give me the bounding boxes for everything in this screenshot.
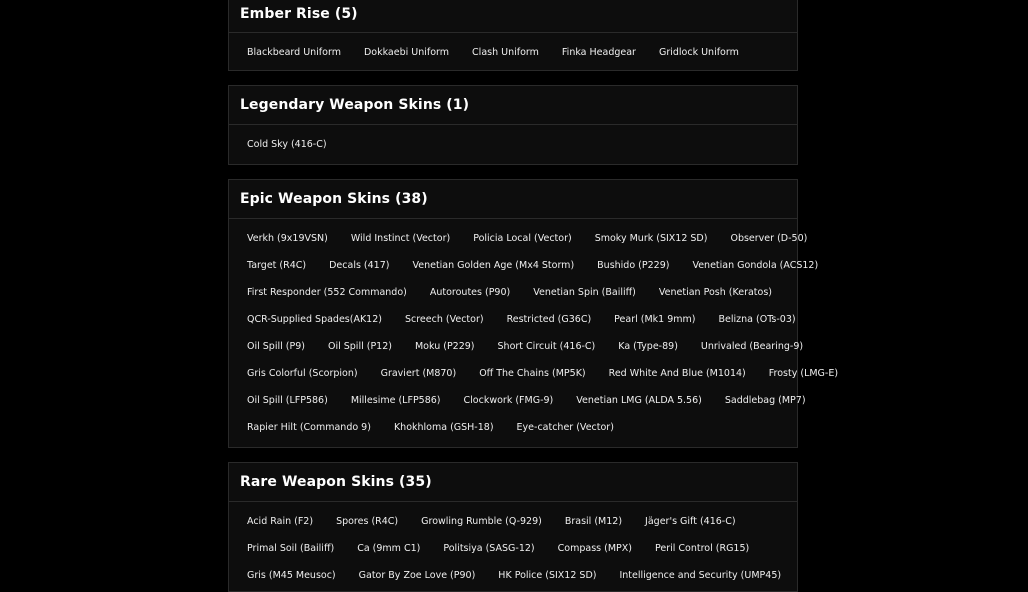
- list-item[interactable]: Pearl (Mk1 9mm): [614, 314, 696, 325]
- section-ember-rise: [228, 0, 798, 71]
- list-item[interactable]: Oil Spill (P12): [327, 341, 392, 352]
- section-items: [229, 125, 797, 158]
- list-item[interactable]: Observer (D-50): [730, 233, 808, 244]
- list-item[interactable]: Venetian LMG (ALDA 5.56): [576, 395, 702, 406]
- item-row: [240, 360, 839, 387]
- item-row: [240, 562, 786, 589]
- list-item[interactable]: Wild Instinct (Vector): [350, 233, 451, 244]
- list-item[interactable]: Bushido (P229): [597, 260, 670, 271]
- list-item[interactable]: Short Circuit (416-C): [497, 341, 596, 352]
- list-item[interactable]: Ca (9mm C1): [357, 543, 421, 554]
- list-item[interactable]: Decals (417): [329, 260, 390, 271]
- list-item[interactable]: Autoroutes (P90): [429, 287, 511, 298]
- section-title: Rare Weapon Skins (35): [229, 463, 797, 502]
- item-row: [240, 39, 786, 66]
- list-item[interactable]: Oil Spill (P9): [247, 341, 305, 352]
- list-item[interactable]: Eye-catcher (Vector): [516, 422, 614, 433]
- list-item[interactable]: Smoky Murk (SIX12 SD): [594, 233, 708, 244]
- item-row: [240, 535, 786, 562]
- list-item[interactable]: Growling Rumble (Q-929): [421, 516, 542, 527]
- list-item[interactable]: Red White And Blue (M1014): [608, 368, 746, 379]
- list-item[interactable]: Restricted (G36C): [506, 314, 592, 325]
- item-row: [240, 131, 786, 158]
- list-item[interactable]: Oil Spill (LFP586): [247, 395, 328, 406]
- list-item[interactable]: Ka (Type-89): [618, 341, 678, 352]
- list-item[interactable]: Moku (P229): [414, 341, 475, 352]
- item-row: [240, 414, 786, 441]
- list-item[interactable]: Policia Local (Vector): [473, 233, 572, 244]
- section-epic-weapon-skins: [228, 179, 839, 448]
- list-item[interactable]: Primal Soil (Bailiff): [247, 543, 335, 554]
- list-item[interactable]: HK Police (SIX12 SD): [498, 570, 597, 581]
- list-item[interactable]: Gris (M45 Meusoc): [247, 570, 336, 581]
- list-item[interactable]: Spores (R4C): [336, 516, 399, 527]
- list-item[interactable]: Khokhloma (GSH-18): [393, 422, 494, 433]
- item-row: [240, 333, 804, 360]
- item-row: [240, 508, 786, 535]
- list-item[interactable]: Gator By Zoe Love (P90): [358, 570, 476, 581]
- list-item[interactable]: Venetian Gondola (ACS12): [692, 260, 819, 271]
- list-item[interactable]: Gris Colorful (Scorpion): [247, 368, 358, 379]
- list-item[interactable]: QCR-Supplied Spades(AK12): [247, 314, 382, 325]
- section-title: Legendary Weapon Skins (1): [229, 86, 797, 125]
- list-item[interactable]: Millesime (LFP586): [350, 395, 441, 406]
- list-item[interactable]: Unrivaled (Bearing-9): [700, 341, 804, 352]
- section-legendary-weapon-skins: [228, 85, 798, 165]
- section-title: Ember Rise (5): [229, 0, 797, 33]
- list-item[interactable]: Clockwork (FMG-9): [463, 395, 554, 406]
- list-item[interactable]: Off The Chains (MP5K): [479, 368, 586, 379]
- list-item[interactable]: Belizna (OTs-03): [718, 314, 796, 325]
- list-item[interactable]: Rapier Hilt (Commando 9): [247, 422, 371, 433]
- list-item[interactable]: Venetian Posh (Keratos): [658, 287, 772, 298]
- item-row: [240, 387, 806, 414]
- list-item[interactable]: Target (R4C): [247, 260, 307, 271]
- list-item[interactable]: Screech (Vector): [404, 314, 484, 325]
- list-item[interactable]: Venetian Spin (Bailiff): [533, 287, 636, 298]
- list-item[interactable]: Cold Sky (416-C): [247, 139, 327, 150]
- list-item[interactable]: Acid Rain (F2): [247, 516, 314, 527]
- item-row: [240, 225, 808, 252]
- list-item[interactable]: Intelligence and Security (UMP45): [619, 570, 782, 581]
- section-rare-weapon-skins: [228, 462, 798, 592]
- list-item[interactable]: Clash Uniform: [472, 47, 539, 58]
- list-item[interactable]: Frosty (LMG-E): [768, 368, 839, 379]
- list-item[interactable]: Saddlebag (MP7): [724, 395, 806, 406]
- section-items: [229, 502, 797, 589]
- section-items: [229, 219, 839, 441]
- list-item[interactable]: Graviert (M870): [380, 368, 457, 379]
- list-item[interactable]: Brasil (M12): [564, 516, 623, 527]
- item-row: [240, 252, 819, 279]
- section-items: [229, 33, 797, 66]
- section-title: Epic Weapon Skins (38): [229, 180, 797, 219]
- list-item[interactable]: Dokkaebi Uniform: [363, 47, 450, 58]
- list-item[interactable]: Venetian Golden Age (Mx4 Storm): [412, 260, 575, 271]
- item-row: [240, 279, 786, 306]
- list-item[interactable]: First Responder (552 Commando): [247, 287, 407, 298]
- list-item[interactable]: Blackbeard Uniform: [247, 47, 341, 58]
- list-item[interactable]: Verkh (9x19VSN): [247, 233, 328, 244]
- list-item[interactable]: Politsiya (SASG-12): [443, 543, 535, 554]
- item-row: [240, 306, 796, 333]
- list-item[interactable]: Peril Control (RG15): [654, 543, 750, 554]
- list-item[interactable]: Gridlock Uniform: [658, 47, 739, 58]
- list-item[interactable]: Finka Headgear: [561, 47, 636, 58]
- list-item[interactable]: Jäger's Gift (416-C): [645, 516, 736, 527]
- list-item[interactable]: Compass (MPX): [557, 543, 632, 554]
